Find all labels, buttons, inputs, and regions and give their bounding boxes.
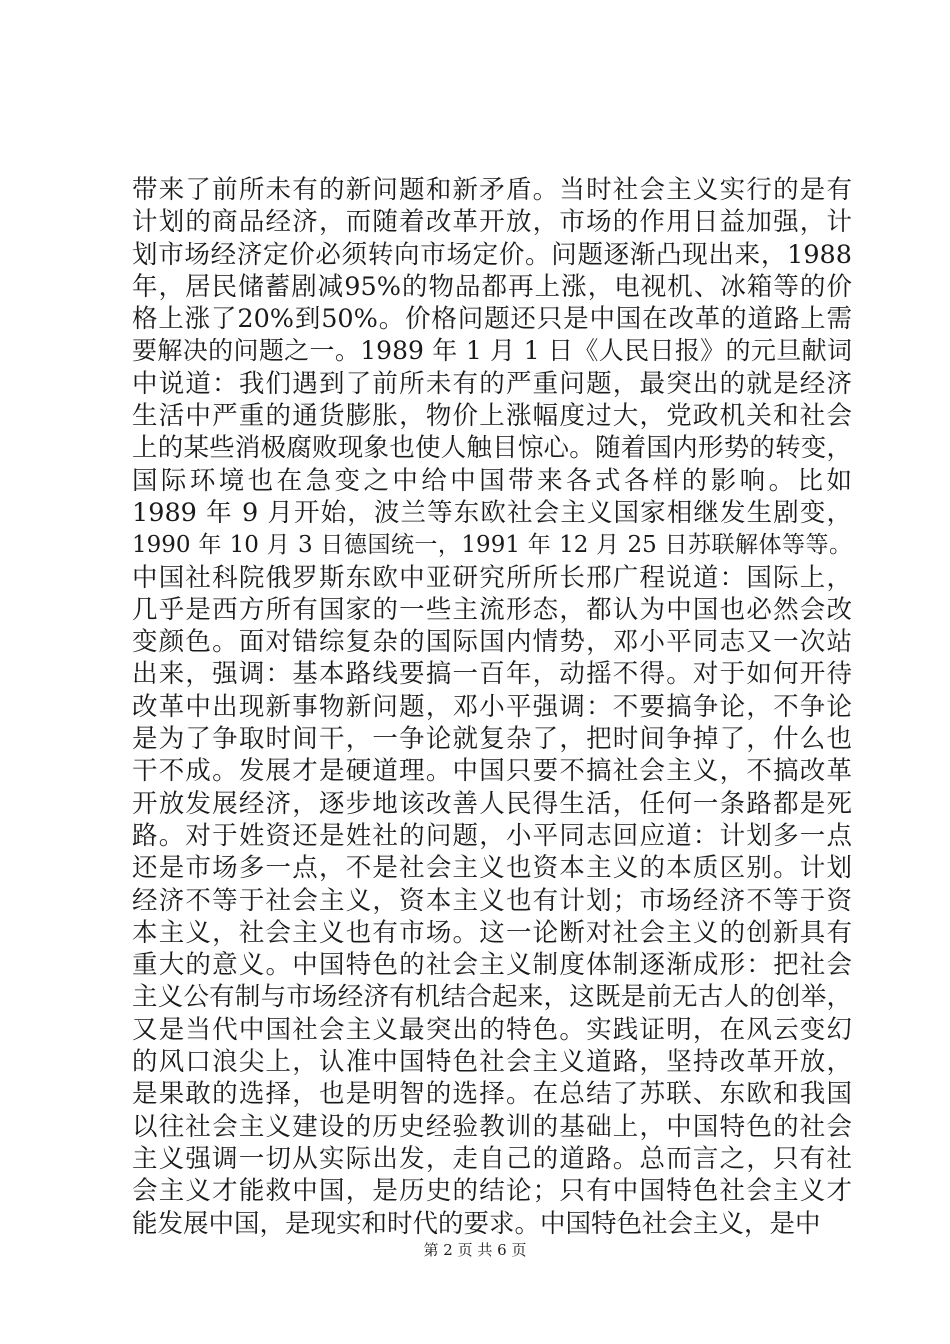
- text-line: 还是市场多一点，不是社会主义也资本主义的本质区别。计划: [132, 853, 852, 884]
- text-line: 以往社会主义建设的历史经验教训的基础上，中国特色的社会: [132, 1111, 852, 1142]
- text-line: 主义公有制与市场经济有机结合起来，这既是前无古人的创举，: [132, 982, 852, 1013]
- text-line: 干不成。发展才是硬道理。中国只要不搞社会主义，不搞改革: [132, 756, 852, 787]
- text-line: 会主义才能救中国，是历史的结论；只有中国特色社会主义才: [132, 1176, 852, 1207]
- text-line: 开放发展经济，逐步地该改善人民得生活，任何一条路都是死: [132, 788, 852, 819]
- text-line: 变颜色。面对错综复杂的国际国内情势，邓小平同志又一次站: [132, 627, 852, 658]
- text-line: 中说道：我们遇到了前所未有的严重问题，最突出的就是经济: [132, 368, 852, 399]
- text-line: 1989 年 9 月开始，波兰等东欧社会主义国家相继发生剧变，: [132, 497, 852, 528]
- text-line: 要解决的问题之一。1989 年 1 月 1 日《人民日报》的元旦献词: [132, 336, 852, 366]
- text-line: 经济不等于社会主义，资本主义也有计划；市场经济不等于资: [132, 885, 852, 916]
- body-text: [132, 174, 852, 1240]
- text-line: 几乎是西方所有国家的一些主流形态，都认为中国也必然会改: [132, 594, 852, 625]
- text-line: 划市场经济定价必须转向市场定价。问题逐渐凸现出来，1988: [132, 239, 852, 270]
- text-line: 计划的商品经济，而随着改革开放，市场的作用日益加强，计: [132, 207, 852, 238]
- text-line: 能发展中国，是现实和时代的要求。中国特色社会主义，是中: [132, 1208, 821, 1239]
- page-footer: [0, 1240, 950, 1260]
- text-line: 带来了前所未有的新问题和新矛盾。当时社会主义实行的是有: [132, 175, 852, 205]
- text-line: 中国社科院俄罗斯东欧中亚研究所所长邢广程说道：国际上，: [132, 562, 852, 593]
- text-line: 路。对于姓资还是姓社的问题，小平同志回应道：计划多一点: [132, 820, 852, 851]
- text-line: 格上涨了20%到50%。价格问题还只是中国在改革的道路上需: [132, 304, 852, 335]
- text-line: 重大的意义。中国特色的社会主义制度体制逐渐成形：把社会: [132, 950, 852, 981]
- text-line: 生活中严重的通货膨胀，物价上涨幅度过大，党政机关和社会: [132, 401, 852, 432]
- text-line: 是果敢的选择，也是明智的选择。在总结了苏联、东欧和我国: [132, 1079, 852, 1110]
- page-number: 第 2 页 共 6 页: [423, 1241, 527, 1259]
- text-line: 主义强调一切从实际出发，走自己的道路。总而言之，只有社: [132, 1143, 852, 1174]
- text-line: 又是当代中国社会主义最突出的特色。实践证明，在风云变幻: [132, 1014, 852, 1045]
- text-line: 国际环境也在急变之中给中国带来各式各样的影响。比如: [132, 465, 852, 496]
- text-line: 出来，强调：基本路线要搞一百年，动摇不得。对于如何开待: [132, 659, 852, 690]
- text-line: 的风口浪尖上，认准中国特色社会主义道路，坚持改革开放，: [132, 1047, 852, 1078]
- text-line: 是为了争取时间干，一争论就复杂了，把时间争掉了，什么也: [132, 724, 852, 755]
- text-line: 上的某些消极腐败现象也使人触目惊心。随着国内形势的转变，: [132, 433, 852, 464]
- text-line: 本主义，社会主义也有市场。这一论断对社会主义的创新具有: [132, 917, 852, 948]
- text-line: 改革中出现新事物新问题，邓小平强调：不要搞争论，不争论: [132, 691, 852, 722]
- text-line: 年，居民储蓄剧减95%的物品都再上涨，电视机、冰箱等的价: [132, 271, 852, 302]
- text-line: 1990 年 10 月 3 日德国统一，1991 年 12 月 25 日苏联解体等等。: [132, 532, 852, 559]
